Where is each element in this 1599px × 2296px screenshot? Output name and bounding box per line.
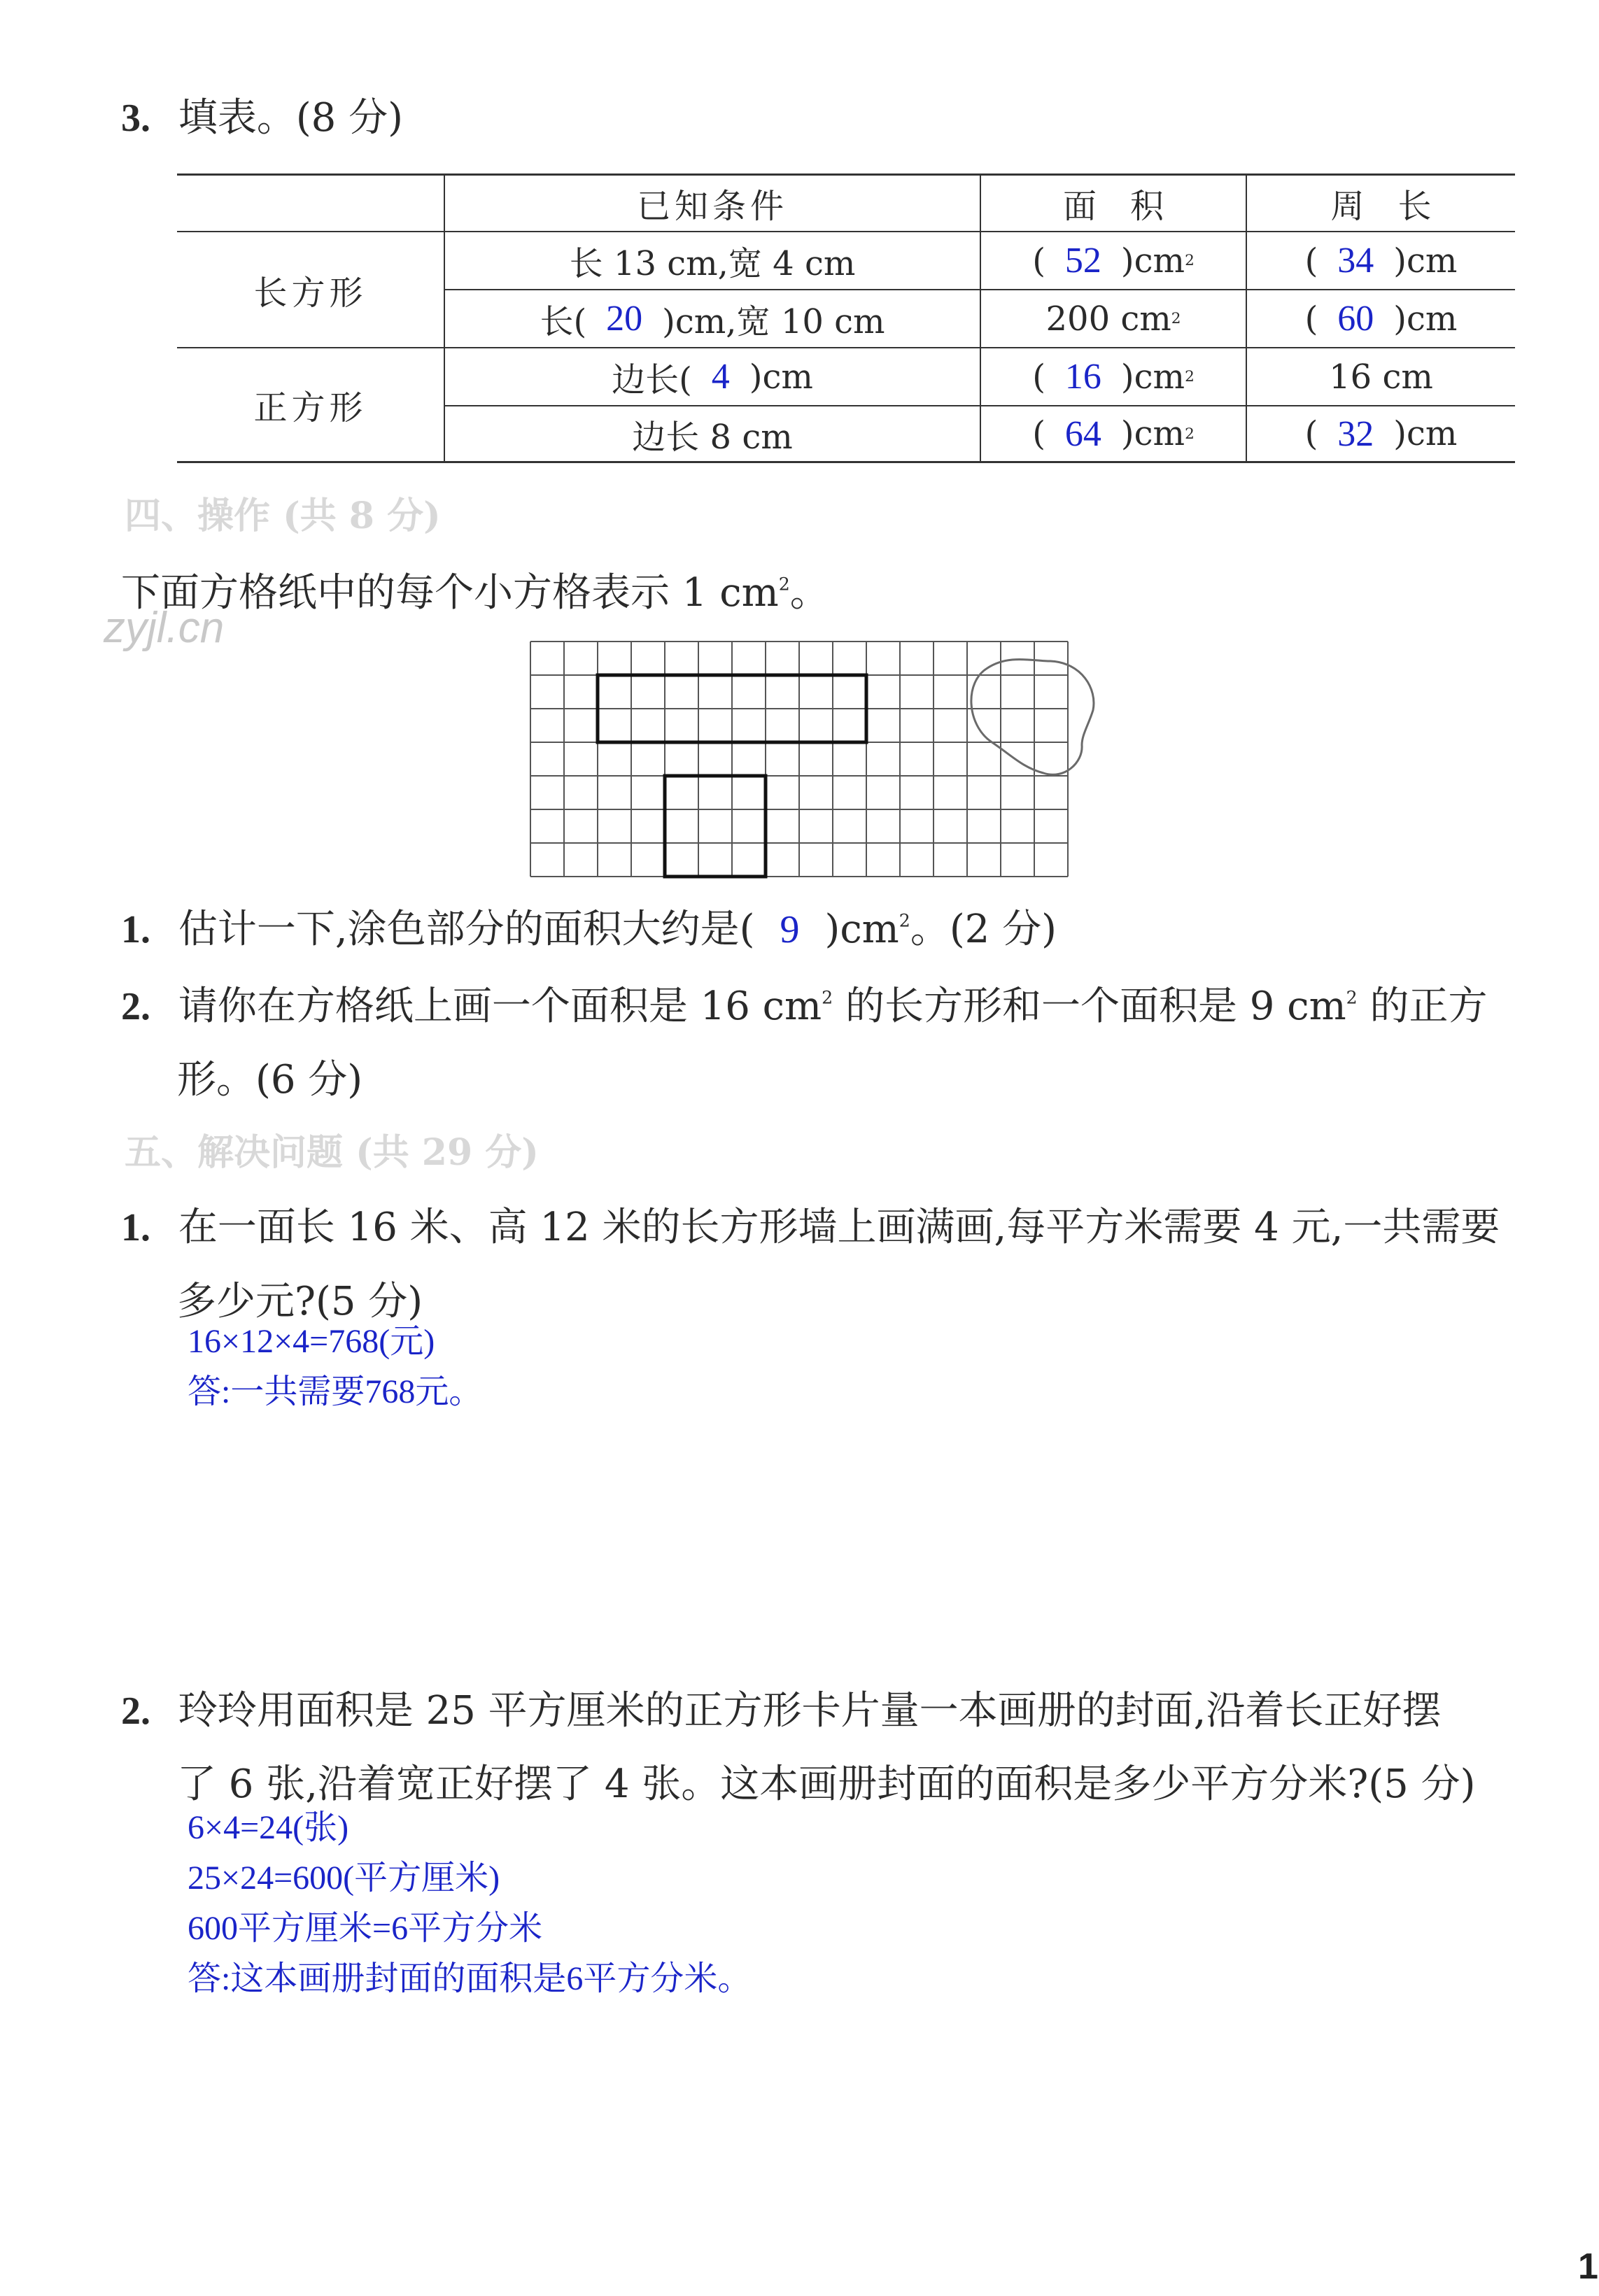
header-perimeter: 周 长 [1330,187,1432,226]
table-cell-perimeter: 16 cm [1329,357,1433,397]
p2-answer-line: 6×4=24(张) [188,1809,349,1846]
section5-p2-line1: 2. 玲玲用面积是 25 平方厘米的正方形卡片量一本画册的封面,沿着长正好摆 [121,1688,1442,1734]
section4-q2-line2: 形。(6 分) [177,1057,363,1103]
shaded-irregular-shape [971,660,1094,775]
section4-intro: 下面方格纸中的每个小方格表示 1 $cm^2$。 [121,570,829,616]
section3-heading [121,95,403,141]
page-number: 1 [1578,2246,1598,2287]
answer-value: 52 [1064,241,1101,281]
section3-title: 填表。(8 分) [178,95,403,141]
table-cell-condition: 边长( 4 )cm [612,357,813,399]
header-area: 面 积 [1062,187,1164,226]
answer-value: 20 [606,299,643,339]
table-cell-area: 200 cm 2 [1045,299,1181,339]
section4-q1: 1. 估计一下,涂色部分的面积大约是( 9 )$cm^2$。(2 分) [121,907,1057,952]
answer-value: 16 [1064,357,1101,397]
fill-table [177,173,1515,463]
section4-title: 四、操作 (共 8 分) [125,495,441,537]
grid-paper [529,640,1106,880]
answer-value: 60 [1337,299,1374,339]
section3-number: 3. [121,97,150,140]
table-cell-condition: 长( 20 )cm,宽 10 cm [540,299,885,341]
answer-value: 64 [1064,413,1101,454]
p2-answer-line: 答:这本画册封面的面积是6平方分米。 [188,1960,752,1997]
table-cell-perimeter: ( 60 ) cm [1304,299,1458,339]
q1-answer: 9 [780,908,800,951]
p1-answer-line: 16×12×4=768(元) [188,1323,435,1360]
answer-value: 4 [711,357,730,397]
p2-answer-line: 600平方厘米=6平方分米 [188,1910,543,1947]
table-cell-perimeter: ( 34 ) cm [1304,241,1458,281]
p2-answer-line: 25×24=600(平方厘米) [188,1859,500,1897]
header-known-conditions: 已知条件 [636,187,788,226]
square-shape [665,776,766,877]
table-cell-area: ( 16 ) cm 2 [1032,357,1195,397]
table-cell-area: ( 64 ) cm 2 [1032,413,1195,454]
table-cell-area: ( 52 ) cm 2 [1032,241,1195,281]
table-cell-condition: 边长 8 cm [632,417,793,457]
table-cell-perimeter: ( 32 ) cm [1304,413,1458,454]
section5-title: 五、解决问题 (共 29 分) [125,1131,539,1174]
section5-p2-line2: 了 6 张,沿着宽正好摆了 4 张。这本画册封面的面积是多少平方分米?(5 分) [177,1762,1476,1807]
section5-p1-line1: 1. 在一面长 16 米、高 12 米的长方形墙上画满画,每平方米需要 4 元,一共需要 [121,1205,1500,1250]
shape-label-rectangle: 长方形 [253,273,367,313]
shape-label-square: 正方形 [253,388,367,427]
answer-value: 34 [1337,241,1374,281]
table-cell-condition: 长 13 cm,宽 4 cm [569,244,856,283]
section4-q2-line1: 2. 请你在方格纸上画一个面积是 16 $cm^2$ 的长方形和一个面积是 9 $cm^2$ 的正方 [121,984,1488,1029]
watermark: zyjl.cn [104,604,225,652]
p1-answer-line: 答:一共需要768元。 [188,1373,483,1410]
section5-p1-line2: 多少元?(5 分) [177,1279,423,1324]
answer-value: 32 [1337,413,1374,454]
